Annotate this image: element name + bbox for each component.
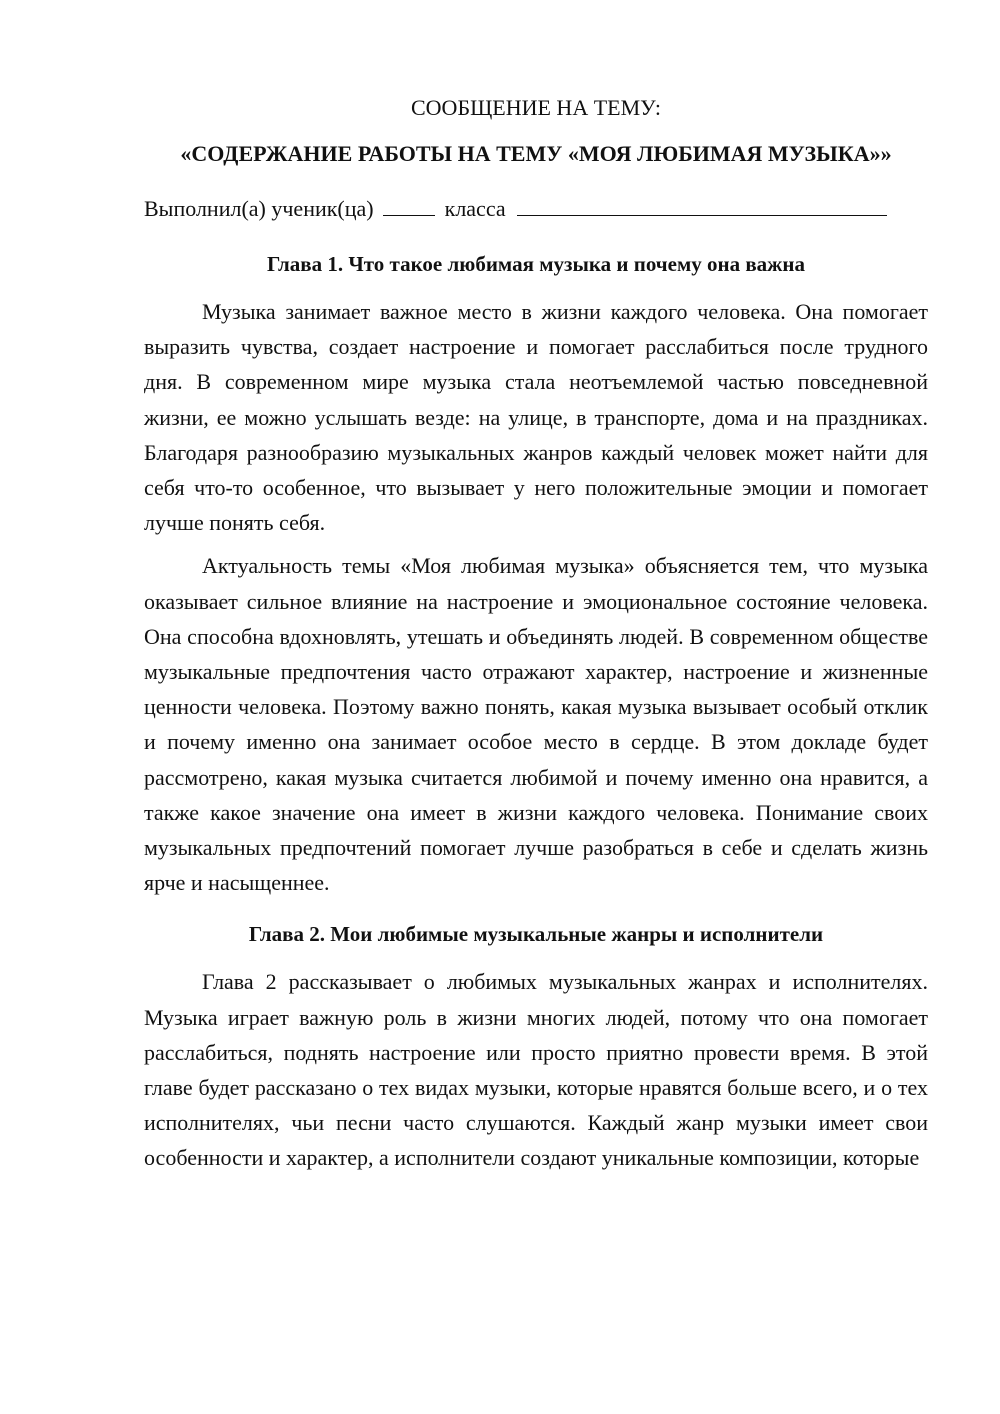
chapter-2-title: Глава 2. Мои любимые музыкальные жанры и исполнители <box>248 922 824 947</box>
chapter-1-title: Глава 1. Что такое любимая музыка и почему она важна <box>266 252 806 276</box>
class-word: класса <box>444 196 506 221</box>
name-blank-line <box>517 195 887 216</box>
document-page <box>144 92 928 1184</box>
author-line <box>144 193 928 225</box>
chapter-2-paragraph-1: Глава 2 рассказывает о любимых музыкальных жанрах и исполнителях. Музыка играет важную роль в жизни многих людей, потому что она помогает расслабиться, поднять настроение или просто приятно провести время. В этой главе будет рассказано о тех видах музыки, которые нравятся больше всего, и о тех исполнителях, чьи песни часто слушаются. Каждый жанр музыки имеет свои особенности и характер, а исполнители создают уникальные композиции, которые <box>144 969 928 1171</box>
author-prefix: Выполнил(а) ученик(ца) <box>144 196 374 221</box>
document-heading: СООБЩЕНИЕ НА ТЕМУ: <box>411 95 661 120</box>
grade-blank-line <box>383 195 435 216</box>
chapter-1-paragraph-1: Музыка занимает важное место в жизни каждого человека. Она помогает выразить чувства, создает настроение и помогает расслабиться после трудного дня. В современном мире музыка стала неотъемлемой частью повседневной жизни, ее можно услышать везде: на улице, в транспорте, дома и на праздниках. Благодаря разнообразию музыкальных жанров каждый человек может найти для себя что-то особенное, что вызывает у него положительные эмоции и помогает лучше понять себя. <box>144 299 928 536</box>
document-title: «СОДЕРЖАНИЕ РАБОТЫ НА ТЕМУ «МОЯ ЛЮБИМАЯ МУЗЫКА»» <box>180 141 892 166</box>
chapter-1-paragraph-2: Актуальность темы «Моя любимая музыка» объясняется тем, что музыка оказывает сильное влияние на настроение и эмоциональное состояние человека. Она способна вдохновлять, утешать и объединять людей. В современном обществе музыкальные предпочтения часто отражают характер, настроение и жизненные ценности человека. Поэтому важно понять, какая музыка вызывает особый отклик и почему именно она занимает особое место в сердце. В этом докладе будет рассмотрено, какая музыка считается любимой и почему именно она нравится, а также какое значение она имеет в жизни каждого человека. Понимание своих музыкальных предпочтений помогает лучше разобраться в себе и сделать жизнь ярче и насыщеннее. <box>144 553 928 896</box>
